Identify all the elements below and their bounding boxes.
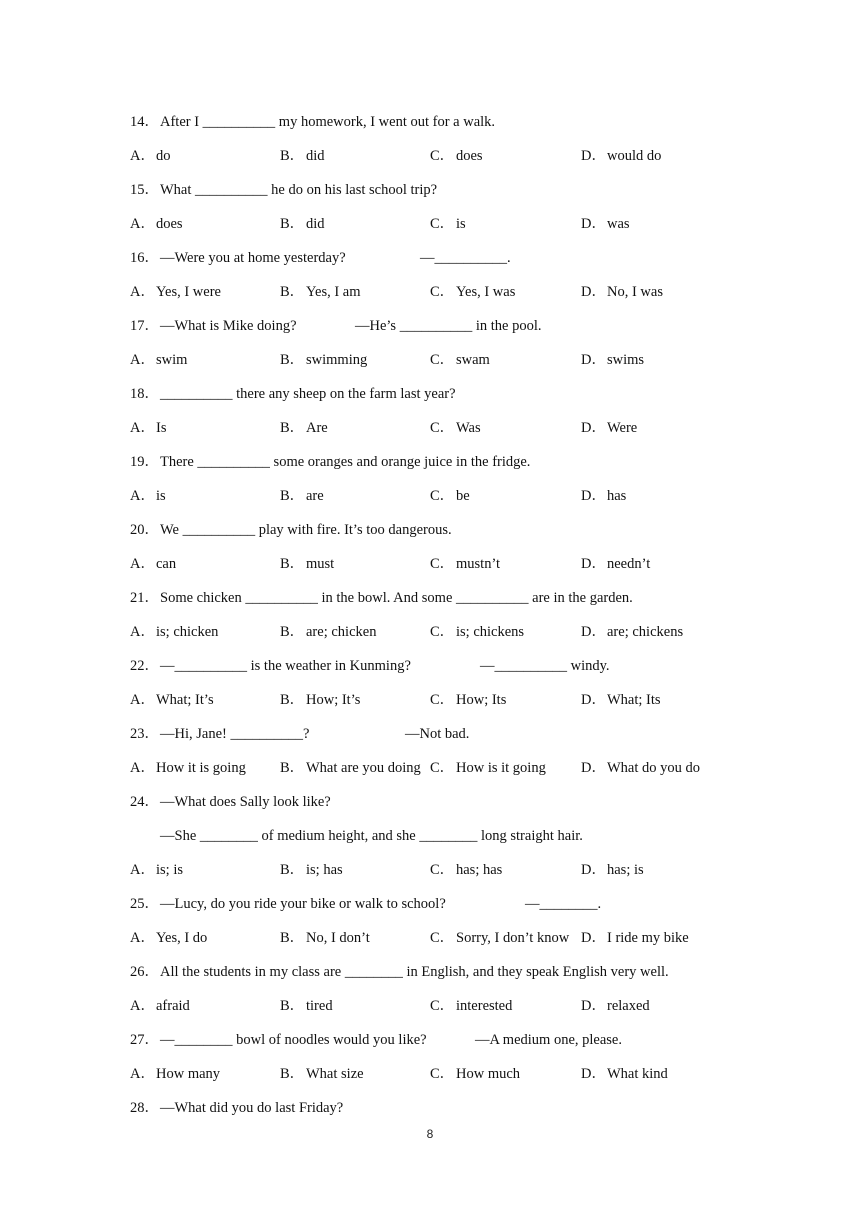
option-letter: A． bbox=[130, 216, 155, 232]
option-d[interactable] bbox=[581, 995, 650, 1017]
option-letter: D． bbox=[581, 216, 606, 232]
option-text: How many bbox=[156, 1066, 221, 1082]
option-text: swim bbox=[156, 352, 188, 368]
question-stem bbox=[130, 655, 750, 689]
option-letter: C． bbox=[430, 930, 455, 946]
question-text: —________ bowl of noodles would you like? bbox=[160, 1032, 427, 1048]
exercise-page bbox=[130, 111, 750, 1131]
option-text: Is bbox=[156, 420, 167, 436]
option-text: What size bbox=[306, 1066, 364, 1082]
option-letter: A． bbox=[130, 556, 155, 572]
options-row bbox=[130, 553, 750, 587]
option-letter: A． bbox=[130, 148, 155, 164]
option-letter: C． bbox=[430, 216, 455, 232]
option-letter: B． bbox=[280, 692, 305, 708]
option-letter: D． bbox=[581, 760, 606, 776]
question-text: —__________ is the weather in Kunming? bbox=[160, 658, 411, 674]
page-number: 8 bbox=[426, 1127, 434, 1141]
option-letter: D． bbox=[581, 624, 606, 640]
question-stem bbox=[130, 451, 750, 485]
option-d[interactable] bbox=[581, 859, 644, 881]
option-letter: B． bbox=[280, 420, 305, 436]
question-number: 19． bbox=[130, 454, 159, 470]
option-letter: B． bbox=[280, 488, 305, 504]
option-c[interactable] bbox=[430, 281, 515, 303]
option-text: Yes, I am bbox=[306, 284, 361, 300]
option-letter: C． bbox=[430, 284, 455, 300]
option-a[interactable] bbox=[130, 621, 218, 643]
option-b[interactable] bbox=[280, 689, 360, 711]
question-text: There __________ some oranges and orange juice in the fridge. bbox=[160, 454, 531, 470]
option-letter: D． bbox=[581, 998, 606, 1014]
question-reply: —__________. bbox=[420, 250, 511, 266]
question-stem bbox=[130, 247, 750, 281]
option-letter: B． bbox=[280, 624, 305, 640]
options-row bbox=[130, 859, 750, 893]
option-c[interactable] bbox=[430, 859, 502, 881]
option-d[interactable] bbox=[581, 927, 689, 949]
option-text: How it is going bbox=[156, 760, 246, 776]
option-letter: D． bbox=[581, 420, 606, 436]
option-text: afraid bbox=[156, 998, 190, 1014]
option-c[interactable] bbox=[430, 621, 524, 643]
option-text: are; chicken bbox=[306, 624, 377, 640]
option-a[interactable] bbox=[130, 145, 171, 167]
option-text: I ride my bike bbox=[607, 930, 689, 946]
option-d[interactable] bbox=[581, 349, 644, 371]
option-b[interactable] bbox=[280, 1063, 364, 1085]
question-stem bbox=[130, 315, 750, 349]
option-a[interactable] bbox=[130, 349, 187, 371]
question-stem bbox=[130, 961, 750, 995]
option-letter: D． bbox=[581, 1066, 606, 1082]
question-stem bbox=[130, 587, 750, 621]
question-continuation: —She ________ of medium height, and she ________ long straight hair. bbox=[160, 828, 583, 844]
option-b[interactable] bbox=[280, 213, 325, 235]
option-letter: B． bbox=[280, 930, 305, 946]
option-text: Were bbox=[607, 420, 638, 436]
option-text: Yes, I was bbox=[456, 284, 516, 300]
options-row bbox=[130, 485, 750, 519]
option-letter: D． bbox=[581, 862, 606, 878]
option-letter: C． bbox=[430, 148, 455, 164]
option-letter: B． bbox=[280, 284, 305, 300]
option-text: be bbox=[456, 488, 470, 504]
option-text: What do you do bbox=[607, 760, 701, 776]
option-a[interactable] bbox=[130, 213, 183, 235]
question-text: __________ there any sheep on the farm last year? bbox=[160, 386, 456, 402]
option-c[interactable] bbox=[430, 417, 481, 439]
option-letter: B． bbox=[280, 556, 305, 572]
option-text: swims bbox=[607, 352, 645, 368]
option-a[interactable] bbox=[130, 927, 207, 949]
option-text: What are you doing bbox=[306, 760, 421, 776]
option-text: Are bbox=[306, 420, 328, 436]
option-letter: C． bbox=[430, 1066, 455, 1082]
option-text: has bbox=[607, 488, 627, 504]
option-b[interactable] bbox=[280, 621, 376, 643]
option-b[interactable] bbox=[280, 281, 361, 303]
option-letter: A． bbox=[130, 862, 155, 878]
option-letter: A． bbox=[130, 284, 155, 300]
option-letter: D． bbox=[581, 148, 606, 164]
question-number: 25． bbox=[130, 896, 159, 912]
option-text: did bbox=[306, 216, 325, 232]
option-letter: A． bbox=[130, 488, 155, 504]
option-a[interactable] bbox=[130, 485, 166, 507]
question-text: —Lucy, do you ride your bike or walk to school? bbox=[160, 896, 446, 912]
option-b[interactable] bbox=[280, 757, 421, 779]
option-a[interactable] bbox=[130, 859, 183, 881]
options-row bbox=[130, 927, 750, 961]
option-text: is; has bbox=[306, 862, 343, 878]
option-b[interactable] bbox=[280, 485, 324, 507]
option-letter: D． bbox=[581, 930, 606, 946]
question-number: 27． bbox=[130, 1032, 159, 1048]
options-row bbox=[130, 417, 750, 451]
option-text: Was bbox=[456, 420, 481, 436]
option-text: No, I don’t bbox=[306, 930, 370, 946]
question-number: 24． bbox=[130, 794, 159, 810]
options-row bbox=[130, 349, 750, 383]
option-text: Yes, I do bbox=[156, 930, 208, 946]
question-number: 15． bbox=[130, 182, 159, 198]
option-text: needn’t bbox=[607, 556, 651, 572]
option-text: interested bbox=[456, 998, 513, 1014]
question-number: 23． bbox=[130, 726, 159, 742]
question-text: We __________ play with fire. It’s too dangerous. bbox=[160, 522, 452, 538]
option-c[interactable] bbox=[430, 485, 470, 507]
option-text: did bbox=[306, 148, 325, 164]
question-number: 21． bbox=[130, 590, 159, 606]
option-letter: D． bbox=[581, 284, 606, 300]
option-text: How; It’s bbox=[306, 692, 361, 708]
option-letter: C． bbox=[430, 760, 455, 776]
question-text: Some chicken __________ in the bowl. And some __________ are in the garden. bbox=[160, 590, 633, 606]
option-text: does bbox=[156, 216, 183, 232]
option-text: is; chicken bbox=[156, 624, 219, 640]
option-d[interactable] bbox=[581, 553, 650, 575]
option-letter: D． bbox=[581, 352, 606, 368]
option-text: are; chickens bbox=[607, 624, 684, 640]
option-d[interactable] bbox=[581, 213, 630, 235]
option-b[interactable] bbox=[280, 417, 328, 439]
question-text: What __________ he do on his last school trip? bbox=[160, 182, 438, 198]
question-number: 17． bbox=[130, 318, 159, 334]
question-stem bbox=[130, 179, 750, 213]
option-text: What kind bbox=[607, 1066, 668, 1082]
option-d[interactable] bbox=[581, 689, 661, 711]
option-a[interactable] bbox=[130, 553, 176, 575]
options-row bbox=[130, 995, 750, 1029]
option-text: relaxed bbox=[607, 998, 650, 1014]
option-text: How; Its bbox=[456, 692, 507, 708]
question-stem bbox=[130, 723, 750, 757]
option-letter: A． bbox=[130, 624, 155, 640]
question-reply: —A medium one, please. bbox=[475, 1032, 622, 1048]
option-letter: B． bbox=[280, 1066, 305, 1082]
option-a[interactable] bbox=[130, 417, 166, 439]
question-reply: —__________ windy. bbox=[480, 658, 610, 674]
option-c[interactable] bbox=[430, 927, 569, 949]
option-a[interactable] bbox=[130, 281, 221, 303]
option-letter: A． bbox=[130, 998, 155, 1014]
option-letter: D． bbox=[581, 692, 606, 708]
option-text: is; chickens bbox=[456, 624, 525, 640]
question-stem bbox=[130, 1097, 750, 1131]
option-letter: A． bbox=[130, 760, 155, 776]
option-text: mustn’t bbox=[456, 556, 501, 572]
option-c[interactable] bbox=[430, 1063, 520, 1085]
option-letter: A． bbox=[130, 352, 155, 368]
question-number: 18． bbox=[130, 386, 159, 402]
options-row bbox=[130, 689, 750, 723]
option-text: No, I was bbox=[607, 284, 663, 300]
option-text: must bbox=[306, 556, 335, 572]
option-text: is; is bbox=[156, 862, 183, 878]
option-letter: C． bbox=[430, 556, 455, 572]
option-d[interactable] bbox=[581, 485, 626, 507]
option-d[interactable] bbox=[581, 1063, 668, 1085]
option-b[interactable] bbox=[280, 995, 333, 1017]
option-text: is bbox=[156, 488, 166, 504]
options-row bbox=[130, 757, 750, 791]
question-number: 28． bbox=[130, 1100, 159, 1116]
option-text: would do bbox=[607, 148, 662, 164]
option-text: does bbox=[456, 148, 483, 164]
option-text: What; Its bbox=[607, 692, 661, 708]
option-a[interactable] bbox=[130, 995, 190, 1017]
option-text: What; It’s bbox=[156, 692, 214, 708]
question-text: After I __________ my homework, I went out for a walk. bbox=[160, 114, 496, 130]
question-number: 20． bbox=[130, 522, 159, 538]
option-letter: C． bbox=[430, 352, 455, 368]
option-b[interactable] bbox=[280, 859, 343, 881]
option-letter: C． bbox=[430, 624, 455, 640]
option-b[interactable] bbox=[280, 927, 370, 949]
option-letter: A． bbox=[130, 930, 155, 946]
option-letter: B． bbox=[280, 760, 305, 776]
option-letter: A． bbox=[130, 1066, 155, 1082]
option-text: was bbox=[607, 216, 630, 232]
option-text: tired bbox=[306, 998, 333, 1014]
option-b[interactable] bbox=[280, 349, 367, 371]
option-letter: B． bbox=[280, 352, 305, 368]
question-number: 14． bbox=[130, 114, 159, 130]
option-d[interactable] bbox=[581, 621, 683, 643]
option-text: swam bbox=[456, 352, 490, 368]
option-b[interactable] bbox=[280, 553, 334, 575]
option-d[interactable] bbox=[581, 145, 661, 167]
option-text: How is it going bbox=[456, 760, 546, 776]
question-text: —Hi, Jane! __________? bbox=[160, 726, 310, 742]
option-letter: B． bbox=[280, 216, 305, 232]
option-letter: B． bbox=[280, 862, 305, 878]
option-b[interactable] bbox=[280, 145, 325, 167]
option-c[interactable] bbox=[430, 995, 512, 1017]
option-letter: B． bbox=[280, 998, 305, 1014]
question-stem bbox=[130, 111, 750, 145]
question-stem bbox=[130, 519, 750, 553]
option-d[interactable] bbox=[581, 281, 663, 303]
question-text: —What is Mike doing? bbox=[160, 318, 297, 334]
option-letter: D． bbox=[581, 488, 606, 504]
options-row bbox=[130, 281, 750, 315]
question-reply: —Not bad. bbox=[405, 726, 470, 742]
question-text: —What did you do last Friday? bbox=[160, 1100, 344, 1116]
option-text: Yes, I were bbox=[156, 284, 221, 300]
option-text: has; is bbox=[607, 862, 644, 878]
option-letter: C． bbox=[430, 692, 455, 708]
option-text: How much bbox=[456, 1066, 521, 1082]
option-a[interactable] bbox=[130, 689, 214, 711]
question-stem bbox=[130, 1029, 750, 1063]
option-letter: C． bbox=[430, 420, 455, 436]
option-c[interactable] bbox=[430, 757, 546, 779]
question-stem bbox=[130, 893, 750, 927]
option-text: are bbox=[306, 488, 324, 504]
option-a[interactable] bbox=[130, 757, 246, 779]
option-a[interactable] bbox=[130, 1063, 220, 1085]
option-letter: A． bbox=[130, 420, 155, 436]
options-row bbox=[130, 1063, 750, 1097]
option-letter: B． bbox=[280, 148, 305, 164]
option-text: is bbox=[456, 216, 466, 232]
question-number: 22． bbox=[130, 658, 159, 674]
option-c[interactable] bbox=[430, 689, 506, 711]
options-row bbox=[130, 145, 750, 179]
option-text: swimming bbox=[306, 352, 368, 368]
question-number: 16． bbox=[130, 250, 159, 266]
option-text: can bbox=[156, 556, 177, 572]
option-letter: C． bbox=[430, 998, 455, 1014]
question-number: 26． bbox=[130, 964, 159, 980]
option-d[interactable] bbox=[581, 757, 700, 779]
option-letter: D． bbox=[581, 556, 606, 572]
options-row bbox=[130, 621, 750, 655]
question-reply: —He’s __________ in the pool. bbox=[355, 318, 542, 334]
option-text: Sorry, I don’t know bbox=[456, 930, 570, 946]
options-row bbox=[130, 213, 750, 247]
option-c[interactable] bbox=[430, 145, 483, 167]
option-letter: A． bbox=[130, 692, 155, 708]
option-c[interactable] bbox=[430, 349, 490, 371]
option-c[interactable] bbox=[430, 553, 500, 575]
option-text: do bbox=[156, 148, 171, 164]
option-letter: C． bbox=[430, 862, 455, 878]
option-d[interactable] bbox=[581, 417, 637, 439]
option-c[interactable] bbox=[430, 213, 466, 235]
option-letter: C． bbox=[430, 488, 455, 504]
question-text: —Were you at home yesterday? bbox=[160, 250, 346, 266]
option-text: has; has bbox=[456, 862, 503, 878]
question-stem bbox=[130, 791, 750, 825]
question-text: All the students in my class are ________ in English, and they speak English very well. bbox=[160, 964, 669, 980]
question-stem bbox=[130, 383, 750, 417]
question-text: —What does Sally look like? bbox=[160, 794, 331, 810]
question-reply: —________. bbox=[525, 896, 602, 912]
